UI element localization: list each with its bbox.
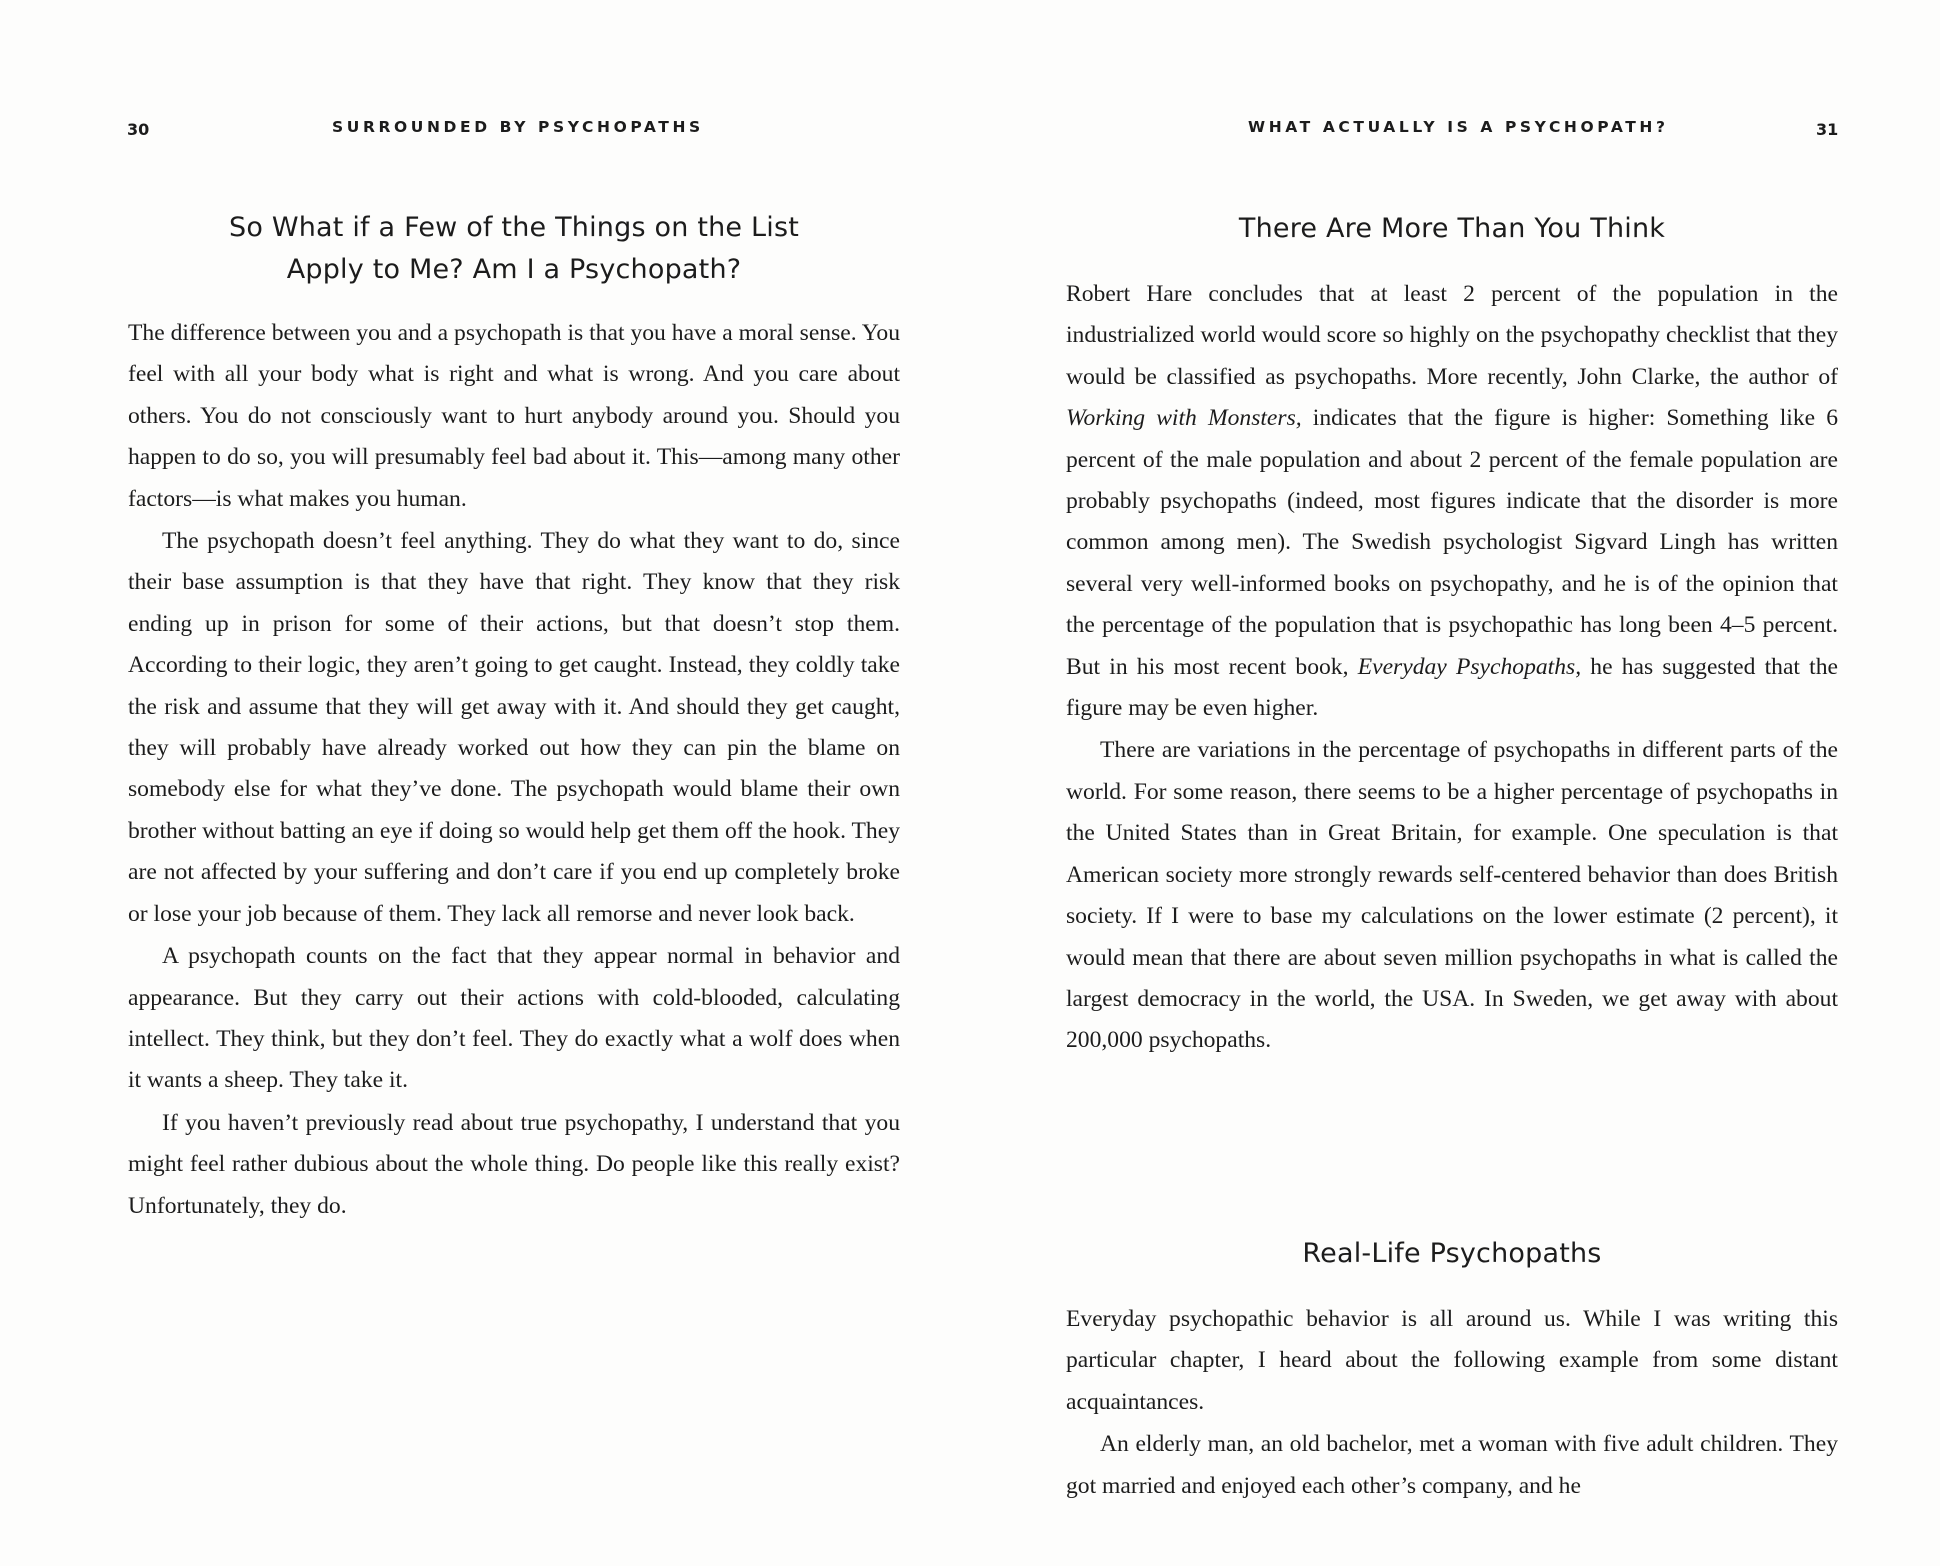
body-text <box>1066 274 1838 1062</box>
body-text <box>1066 1299 1838 1507</box>
paragraph: The psychopath doesn’t feel anything. They do what they want to do, since their base assumption is that they have that right. They know that they risk ending up in prison for some of their actions, but that doesn’t stop them. According to their logic, they aren’t going to get caught. Instead, they coldly take the risk and assume that they will get away with it. And should they get caught, they will probably have already worked out how they can pin the blame on somebody else for what they’ve done. The psychopath would blame their own brother without batting an eye if doing so would help get them off the hook. They are not affected by your suffering and don’t care if you end up completely broke or lose your job because of them. They lack all remorse and never look back. <box>128 528 900 927</box>
book-title: Everyday Psychopaths, <box>1357 653 1582 680</box>
page-number: 31 <box>1816 120 1839 139</box>
heading-line: There Are More Than You Think <box>1238 213 1666 244</box>
right-page <box>970 0 1940 1566</box>
running-head: SURROUNDED BY PSYCHOPATHS <box>332 118 704 136</box>
heading-line: Apply to Me? Am I a Psychopath? <box>286 254 742 285</box>
paragraph: The difference between you and a psychopath is that you have a moral sense. You feel with all your body what is right and what is wrong. And you care about others. You do not consciously want to hurt anybody around you. Should you happen to do so, you will presumably feel bad about it. This—among many other factors—is what makes you human. <box>128 320 900 512</box>
paragraph <box>1066 274 1838 729</box>
paragraph: An elderly man, an old bachelor, met a woman with five adult children. They got married and enjoyed each other’s company, and he <box>1066 1431 1838 1499</box>
heading-line: So What if a Few of the Things on the List <box>228 212 800 243</box>
running-head: WHAT ACTUALLY IS A PSYCHOPATH? <box>1248 118 1669 136</box>
page-number: 30 <box>127 120 150 139</box>
text-run: indicates that the figure is higher: Something like 6 percent of the male population and about 2 percent of the female population are probably psychopaths (indeed, most figures indicate that the disorder is more common among men). The Swedish psychologist Sigvard Lingh has written several very well-informed books on psychopathy, and he is of the opinion that the percentage of the population that is psychopathic has long been 4–5 percent. But in his most recent book, <box>1066 405 1839 680</box>
section-heading <box>128 207 900 291</box>
text-run: Robert Hare concludes that at least 2 percent of the population in the industrialized world would score so highly on the psychopathy checklist that they would be classified as psychopaths. More recently, John Clarke, the author of <box>1066 281 1838 390</box>
heading-line: Real-Life Psychopaths <box>1302 1238 1602 1269</box>
text-run: he has suggested that the figure may be even higher. <box>1066 653 1839 722</box>
body-text <box>128 313 900 1227</box>
paragraph: There are variations in the percentage of psychopaths in different parts of the world. For some reason, there seems to be a higher percentage of psychopaths in the United States than in Great Britain, for example. One speculation is that American society more strongly rewards self-centered behavior than does British society. If I were to base my calculations on the lower estimate (2 percent), it would mean that there are about seven million psychopaths in what is called the largest democracy in the world, the USA. In Sweden, we get away with about 200,000 psychopaths. <box>1066 737 1838 1054</box>
paragraph: If you haven’t previously read about true psychopathy, I understand that you might feel rather dubious about the whole thing. Do people like this really exist? Unfortunately, they do. <box>128 1109 900 1219</box>
paragraph: Everyday psychopathic behavior is all around us. While I was writing this particular chapter, I heard about the following example from some distant acquaintances. <box>1066 1306 1838 1415</box>
section-heading <box>1066 1233 1838 1275</box>
paragraph: A psychopath counts on the fact that they appear normal in behavior and appearance. But they carry out their actions with cold-blooded, calculating intellect. They think, but they don’t feel. They do exactly what a wolf does when it wants a sheep. They take it. <box>128 943 900 1094</box>
book-title: Working with Monsters, <box>1066 405 1302 432</box>
section-heading <box>1066 208 1838 250</box>
